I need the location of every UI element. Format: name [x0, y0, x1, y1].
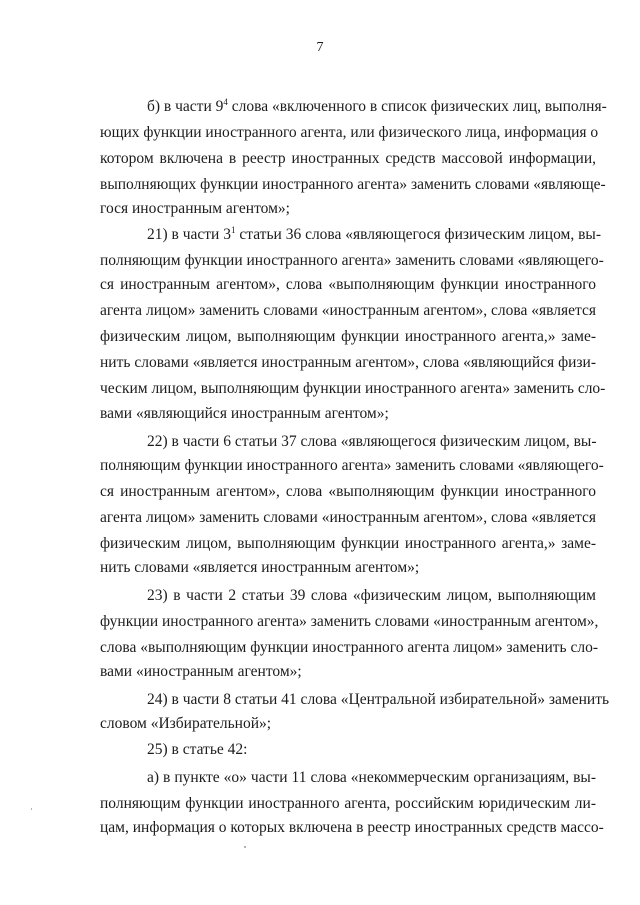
text-line: полняющим функции иностранного агента, российским юридическим ли- — [100, 795, 596, 812]
text-line: а) в пункте «о» части 11 слова «некоммерческим организациям, вы- — [147, 769, 596, 786]
text-line: физическим лицом, выполняющим функции иностранного агента,» заме- — [100, 328, 596, 345]
text-line: агента лицом» заменить словами «иностранным агентом», слова «является — [100, 509, 596, 526]
text-line: ся иностранным агентом», слова «выполняющим функции иностранного — [100, 276, 596, 293]
text-line: нить словами «является иностранным агентом»; — [100, 559, 420, 576]
text-line: цам, информация о которых включена в реестр иностранных средств массо- — [100, 819, 604, 836]
text-line: 21) в части $3^1$ статьи 36 слова «являющегося физическим лицом, вы- — [147, 224, 601, 243]
text-line: полняющим функции иностранного агента» заменить словами «являющего- — [100, 457, 604, 474]
text-line: ческим лицом, выполняющим функции иностранного агента» заменить сло- — [100, 380, 606, 397]
text-line: вами «иностранным агентом»; — [100, 663, 302, 680]
text-line: 23) в части 2 статьи 39 слова «физическим лицом, выполняющим — [147, 587, 596, 604]
text-line: 22) в части 6 статьи 37 слова «являющегося физическим лицом, вы- — [147, 433, 597, 450]
scan-speck — [31, 808, 32, 810]
text-line: гося иностранным агентом»; — [100, 200, 290, 217]
text-line: агента лицом» заменить словами «иностранным агентом», слова «является — [100, 302, 596, 319]
text-line: полняющим функции иностранного агента» заменить словами «являющего- — [100, 252, 604, 269]
text-line: 25) в статье 42: — [147, 741, 248, 758]
text-line: котором включена в реестр иностранных средств массовой информации, — [100, 150, 596, 167]
text-line: словом «Избирательной»; — [100, 715, 272, 732]
text-line: физическим лицом, выполняющим функции иностранного агента,» заме- — [100, 535, 596, 552]
text-line: ющих функции иностранного агента, или физического лица, информация о — [100, 124, 599, 141]
text-line: нить словами «является иностранным агентом», слова «являющийся физи- — [100, 354, 596, 371]
text-line: слова «выполняющим функции иностранного агента лицом» заменить сло- — [100, 639, 598, 656]
page-number: 7 — [316, 40, 324, 55]
text-line: выполняющих функции иностранного агента» заменить словами «являюще- — [100, 176, 606, 193]
text-line: вами «являющийся иностранным агентом»; — [100, 405, 389, 422]
scan-speck — [244, 846, 246, 848]
text-line: 24) в части 8 статьи 41 слова «Центральной избирательной» заменить — [147, 691, 610, 708]
text-line: ся иностранным агентом», слова «выполняющим функции иностранного — [100, 483, 596, 500]
text-line: функции иностранного агента» заменить словами «иностранным агентом», — [100, 613, 599, 630]
text-line: б) в части $9^4$ слова «включенного в список физических лиц, выполня- — [147, 96, 607, 115]
